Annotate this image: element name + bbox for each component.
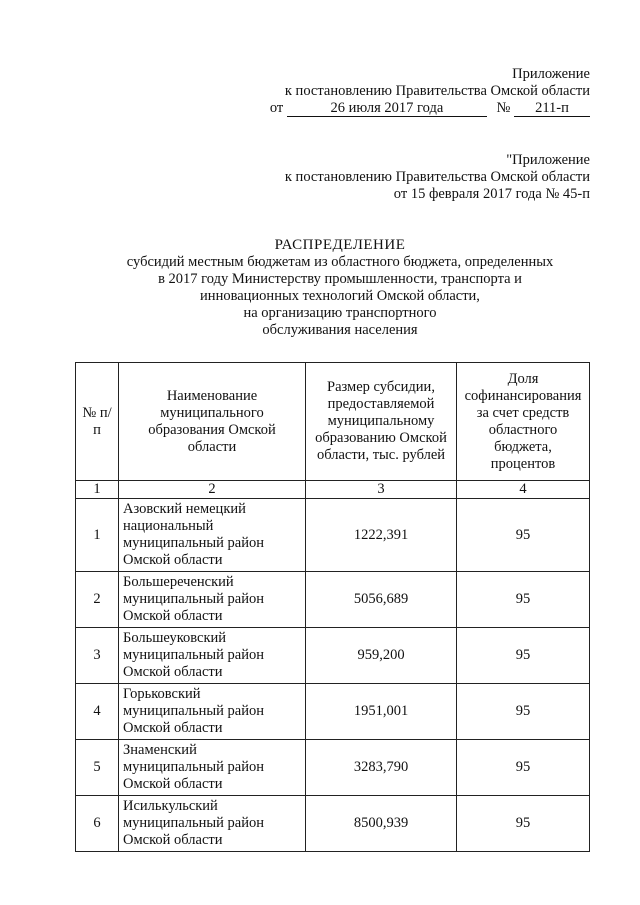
subsidy-table: [75, 362, 590, 852]
title-line: на организацию транспортного: [243, 305, 437, 321]
resolution-date-number: [270, 100, 590, 117]
cofinancing-share: 95: [457, 572, 590, 628]
column-number: 4: [457, 481, 590, 499]
header-municipality: Наименование муниципального образования Омской области: [119, 363, 306, 481]
cofinancing-share: 95: [457, 796, 590, 852]
from-label: от: [269, 100, 284, 116]
previous-resolution-date: от 15 февраля 2017 года № 45-п: [393, 186, 590, 202]
cofinancing-share: 95: [457, 740, 590, 796]
table-row: [76, 572, 590, 628]
table-row: [76, 499, 590, 572]
document-title-block: [85, 237, 595, 339]
row-number: 4: [76, 684, 119, 740]
previous-appendix-label: "Приложение: [506, 152, 590, 168]
row-number: 2: [76, 572, 119, 628]
municipality-name: Азовский немецкий национальный муниципальный район Омской области: [119, 499, 306, 572]
header-cofinancing-share: Доля софинансирования за счет средств областного бюджета, процентов: [457, 363, 590, 481]
municipality-name: Знаменский муниципальный район Омской области: [119, 740, 306, 796]
column-number: 1: [76, 481, 119, 499]
subsidy-amount: 5056,689: [306, 572, 457, 628]
table-row: [76, 684, 590, 740]
table-row: [76, 740, 590, 796]
title-line: в 2017 году Министерству промышленности, транспорта и: [158, 271, 522, 287]
resolution-date: 26 июля 2017 года: [287, 101, 487, 117]
row-number: 5: [76, 740, 119, 796]
appendix-header: [270, 66, 590, 117]
subsidy-amount: 1222,391: [306, 499, 457, 572]
table-row: [76, 796, 590, 852]
column-number-row: [76, 481, 590, 499]
row-number: 6: [76, 796, 119, 852]
cofinancing-share: 95: [457, 499, 590, 572]
subsidy-amount: 3283,790: [306, 740, 457, 796]
resolution-number: 211-п: [514, 101, 590, 117]
title-line: инновационных технологий Омской области,: [200, 288, 480, 304]
municipality-name: Большереченский муниципальный район Омской области: [119, 572, 306, 628]
number-sign: №: [496, 100, 511, 116]
municipality-name: Горьковский муниципальный район Омской области: [119, 684, 306, 740]
title-line: субсидий местным бюджетам из областного бюджета, определенных: [126, 254, 554, 270]
table-row: [76, 628, 590, 684]
document-title: РАСПРЕДЕЛЕНИЕ: [274, 237, 406, 253]
municipality-name: Большеуковский муниципальный район Омской области: [119, 628, 306, 684]
column-number: 2: [119, 481, 306, 499]
municipality-name: Исилькульский муниципальный район Омской области: [119, 796, 306, 852]
previous-resolution-reference: к постановлению Правительства Омской области: [284, 169, 590, 185]
cofinancing-share: 95: [457, 684, 590, 740]
row-number: 1: [76, 499, 119, 572]
subsidy-amount: 959,200: [306, 628, 457, 684]
header-number: № п/п: [76, 363, 119, 481]
table-header-row: [76, 363, 590, 481]
header-subsidy-amount: Размер субсидии, предоставляемой муниципальному образованию Омской области, тыс. рублей: [306, 363, 457, 481]
cofinancing-share: 95: [457, 628, 590, 684]
title-line: обслуживания населения: [262, 322, 418, 338]
row-number: 3: [76, 628, 119, 684]
previous-appendix-header: [285, 152, 590, 203]
appendix-label: Приложение: [512, 66, 590, 82]
subsidy-amount: 8500,939: [306, 796, 457, 852]
column-number: 3: [306, 481, 457, 499]
resolution-reference: к постановлению Правительства Омской области: [284, 83, 590, 99]
subsidy-amount: 1951,001: [306, 684, 457, 740]
